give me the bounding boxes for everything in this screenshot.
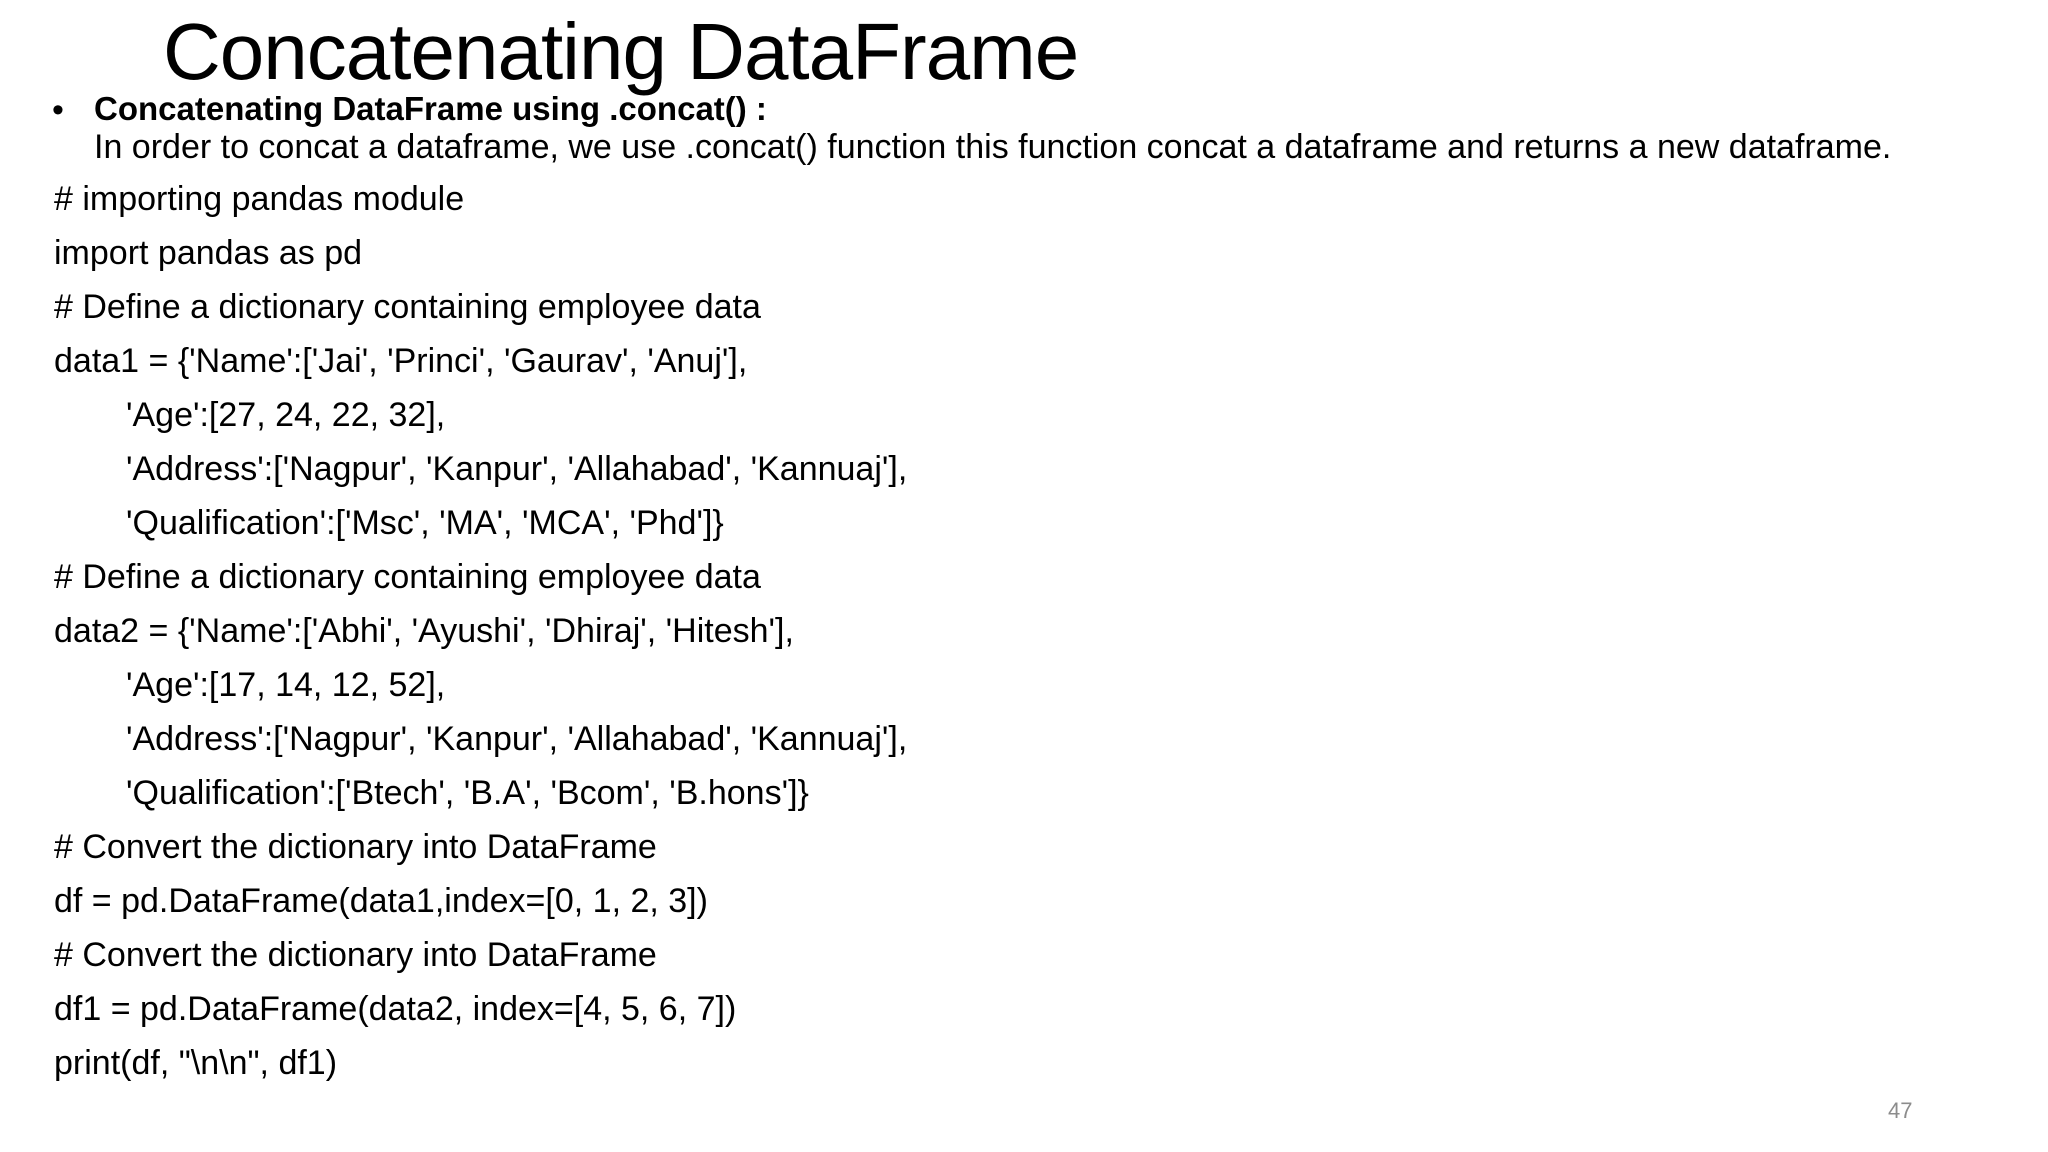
bullet-heading: Concatenating DataFrame using .concat() : bbox=[94, 90, 767, 127]
code-line: 'Qualification':['Msc', 'MA', 'MCA', 'Phd']} bbox=[126, 504, 724, 542]
code-block bbox=[54, 172, 907, 1090]
page-number: 47 bbox=[1888, 1098, 1913, 1123]
code-line-comment: # Define a dictionary containing employee data bbox=[54, 558, 761, 596]
code-line: import pandas as pd bbox=[54, 234, 363, 272]
code-line: 'Address':['Nagpur', 'Kanpur', 'Allahabad', 'Kannuaj'], bbox=[126, 720, 908, 758]
code-line: 'Age':[27, 24, 22, 32], bbox=[126, 396, 446, 434]
code-line: df = pd.DataFrame(data1,index=[0, 1, 2, 3]) bbox=[54, 882, 708, 920]
bullet-dot-icon: • bbox=[52, 91, 64, 129]
code-line-comment: # Convert the dictionary into DataFrame bbox=[54, 828, 657, 866]
code-line: 'Address':['Nagpur', 'Kanpur', 'Allahabad', 'Kannuaj'], bbox=[126, 450, 908, 488]
code-line: print(df, "\n\n", df1) bbox=[54, 1044, 338, 1082]
code-line: 'Age':[17, 14, 12, 52], bbox=[126, 666, 446, 704]
code-line: df1 = pd.DataFrame(data2, index=[4, 5, 6, 7]) bbox=[54, 990, 737, 1028]
code-line: data2 = {'Name':['Abhi', 'Ayushi', 'Dhiraj', 'Hitesh'], bbox=[54, 612, 794, 650]
bullet-text bbox=[94, 90, 2012, 166]
bullet-item bbox=[52, 90, 2012, 166]
code-line-comment: # Define a dictionary containing employee data bbox=[54, 288, 761, 326]
code-line: data1 = {'Name':['Jai', 'Princi', 'Gaurav', 'Anuj'], bbox=[54, 342, 748, 380]
code-line-comment: # importing pandas module bbox=[54, 180, 465, 218]
bullet-description: In order to concat a dataframe, we use .concat() function this function concat a dataframe and returns a new dataframe. bbox=[94, 128, 1892, 166]
code-line: 'Qualification':['Btech', 'B.A', 'Bcom', 'B.hons']} bbox=[126, 774, 809, 812]
code-line-comment: # Convert the dictionary into DataFrame bbox=[54, 936, 657, 974]
slide-title: Concatenating DataFrame bbox=[163, 7, 1079, 96]
bullet-row bbox=[52, 90, 2012, 166]
